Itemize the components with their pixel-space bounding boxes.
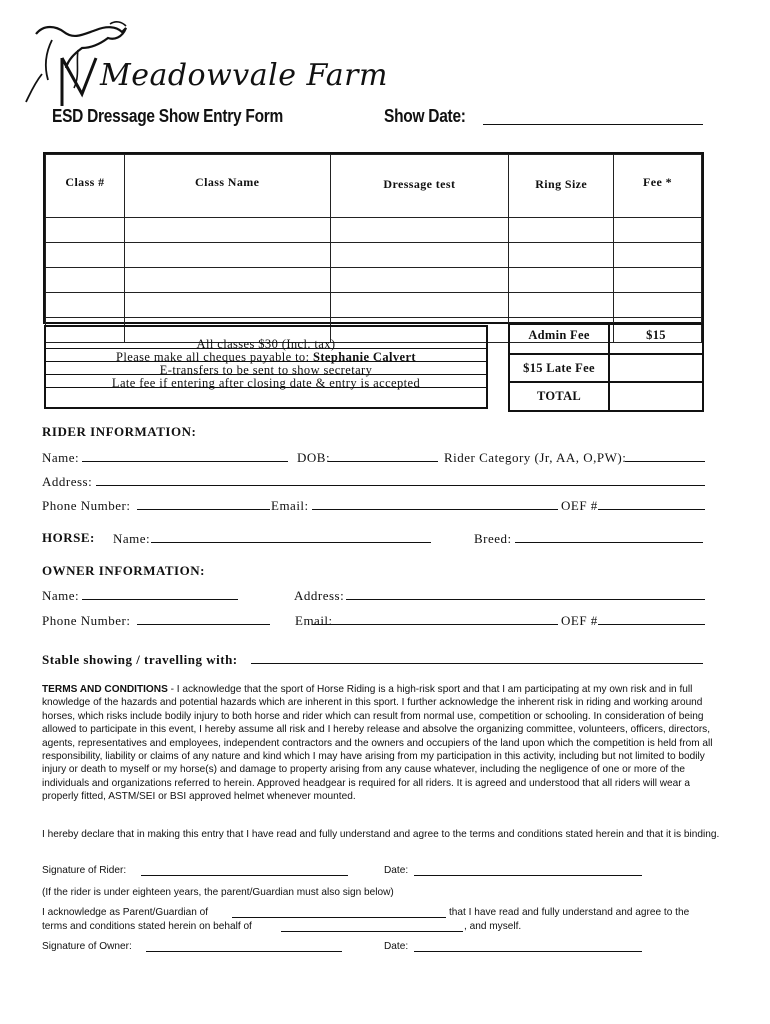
- owner-date-label: Date:: [384, 941, 409, 952]
- stable-field[interactable]: [251, 651, 703, 664]
- rider-oef-label: OEF #: [561, 498, 598, 513]
- owner-signature-field[interactable]: [146, 951, 342, 952]
- table-row: [46, 268, 702, 293]
- owner-email-field[interactable]: [312, 612, 558, 625]
- table-row: [46, 293, 702, 318]
- rider-oef-field[interactable]: [598, 497, 705, 510]
- rider-category-label: Rider Category (Jr, AA, O,PW):: [444, 450, 627, 465]
- rider-info-heading: RIDER INFORMATION:: [42, 424, 197, 439]
- minor-note: (If the rider is under eighteen years, the parent/Guardian must also sign below): [42, 887, 394, 898]
- form-title: ESD Dressage Show Entry Form: [52, 106, 284, 126]
- owner-email-label: Email:: [295, 613, 333, 628]
- farm-name: Meadowvale Farm: [100, 58, 388, 93]
- class-name-cell[interactable]: [124, 268, 330, 293]
- rider-name-field[interactable]: [82, 449, 288, 462]
- horse-name-field[interactable]: [151, 530, 431, 543]
- rider-address-field[interactable]: [96, 473, 705, 486]
- owner-address-label: Address:: [294, 588, 345, 603]
- guardian-line2-prefix: terms and conditions stated herein on behalf of: [42, 921, 252, 932]
- owner-phone-label: Phone Number:: [42, 613, 131, 628]
- dressage-test-cell[interactable]: [330, 293, 509, 318]
- class-name-cell[interactable]: [124, 243, 330, 268]
- dressage-test-cell[interactable]: [330, 268, 509, 293]
- rider-dob-field[interactable]: [328, 449, 438, 462]
- horse-breed-field[interactable]: [515, 530, 703, 543]
- fee-cell[interactable]: [614, 293, 702, 318]
- stable-label: Stable showing / travelling with:: [42, 652, 238, 667]
- col-header-ring-size: Ring Size: [509, 155, 614, 218]
- ring-size-cell[interactable]: [509, 218, 614, 243]
- owner-phone-field[interactable]: [137, 612, 270, 625]
- owner-info-heading: OWNER INFORMATION:: [42, 563, 205, 578]
- ring-size-cell[interactable]: [509, 268, 614, 293]
- owner-name-field[interactable]: [82, 587, 238, 600]
- col-header-class-name: Class Name: [124, 155, 330, 218]
- owner-address-field[interactable]: [346, 587, 705, 600]
- class-number-cell[interactable]: [46, 268, 125, 293]
- rider-email-field[interactable]: [312, 497, 558, 510]
- class-number-cell[interactable]: [46, 293, 125, 318]
- horse-breed-label: Breed:: [474, 531, 512, 546]
- table-row: [46, 218, 702, 243]
- total-value[interactable]: [609, 382, 703, 411]
- owner-signature-label: Signature of Owner:: [42, 941, 132, 952]
- horse-heading: HORSE:: [42, 530, 95, 545]
- rider-phone-label: Phone Number:: [42, 498, 131, 513]
- ring-size-cell[interactable]: [509, 293, 614, 318]
- dressage-test-cell[interactable]: [330, 243, 509, 268]
- col-header-fee: Fee *: [614, 155, 702, 218]
- total-label: TOTAL: [509, 382, 609, 411]
- payment-notes-box: [44, 325, 488, 409]
- col-header-class-number: Class #: [46, 155, 125, 218]
- fee-cell[interactable]: [614, 218, 702, 243]
- owner-date-field[interactable]: [414, 951, 642, 952]
- dressage-test-cell[interactable]: [330, 218, 509, 243]
- terms-heading: TERMS AND CONDITIONS: [42, 684, 168, 695]
- rider-date-label: Date:: [384, 865, 409, 876]
- fee-cell[interactable]: [614, 268, 702, 293]
- rider-date-field[interactable]: [414, 875, 642, 876]
- guardian-line2-suffix: , and myself.: [464, 921, 522, 932]
- show-date-label: Show Date:: [384, 106, 466, 126]
- notes-class-price: All classes $30 (Incl. tax): [46, 336, 486, 349]
- admin-fee-label: Admin Fee: [509, 324, 609, 354]
- guardian-prefix: I acknowledge as Parent/Guardian of: [42, 907, 209, 918]
- table-row: [46, 243, 702, 268]
- ring-size-cell[interactable]: [509, 243, 614, 268]
- guardian-middle: that I have read and fully understand and agree to the: [449, 907, 690, 918]
- notes-cheque-payee: Please make all cheques payable to: Stephanie Calvert: [46, 349, 486, 362]
- col-header-dressage-test: Dressage test: [330, 155, 509, 218]
- rider-email-label: Email:: [271, 498, 309, 513]
- owner-oef-label: OEF #: [561, 613, 598, 628]
- guardian-child-name-field[interactable]: [232, 917, 446, 918]
- class-name-cell[interactable]: [124, 293, 330, 318]
- rider-address-label: Address:: [42, 474, 93, 489]
- notes-late-fee: Late fee if entering after closing date & entry is accepted: [46, 375, 486, 388]
- notes-etransfer: E-transfers to be sent to show secretary: [46, 362, 486, 375]
- horse-name-label: Name:: [113, 531, 151, 546]
- terms-and-conditions: [42, 683, 726, 804]
- fee-summary-table: [508, 323, 704, 410]
- class-name-cell[interactable]: [124, 218, 330, 243]
- rider-signature-label: Signature of Rider:: [42, 865, 127, 876]
- rider-name-label: Name:: [42, 450, 80, 465]
- payee-name: Stephanie Calvert: [313, 350, 416, 364]
- owner-name-label: Name:: [42, 588, 80, 603]
- fee-cell[interactable]: [614, 243, 702, 268]
- guardian-behalf-field[interactable]: [281, 931, 463, 932]
- owner-oef-field[interactable]: [598, 612, 705, 625]
- show-date-field[interactable]: [483, 124, 703, 125]
- declaration-text: I hereby declare that in making this entry that I have read and fully understand and agree to the terms and conditions stated herein and that it is binding.: [42, 829, 720, 840]
- late-fee-value[interactable]: [609, 354, 703, 382]
- class-number-cell[interactable]: [46, 243, 125, 268]
- class-number-cell[interactable]: [46, 218, 125, 243]
- admin-fee-value: $15: [609, 324, 703, 354]
- rider-phone-field[interactable]: [137, 497, 270, 510]
- rider-signature-field[interactable]: [141, 875, 348, 876]
- terms-body: - I acknowledge that the sport of Horse Riding is a high-risk sport and that I am participating at my own risk and in full knowledge of the hazards and potential hazards which are inherent in this sport. I further acknowledge the inherent risk in riding and working around horses, which risks include bodily injury to both horse and rider which can result from normal use, competition or schooling. In consideration of being allowed to participate in this event, I hereby assume all risk and I hereby release and absolve the organizing committee, volunteers, officers, directors, agents, representatives and employees, independent contractors and the owners and occupiers of the land upon which the competition is held from all responsibility, liability or claims of any nature and kind which I may have arising from my participation in this activity, including but not limited to bodily injury or death to myself or my horse(s) and damage to property arising from any cause whatever, including the negligence of one or more of the individuals and organizations referred to herein. Approved headgear is required for all riders. It is agreed and understood that all riders will wear a properly fitted, ASTM/SEI or BSI approved helmet whenever mounted.: [42, 684, 713, 803]
- rider-category-field[interactable]: [625, 449, 705, 462]
- late-fee-label: $15 Late Fee: [509, 354, 609, 382]
- class-table: [43, 152, 704, 324]
- rider-dob-label: DOB:: [297, 450, 331, 465]
